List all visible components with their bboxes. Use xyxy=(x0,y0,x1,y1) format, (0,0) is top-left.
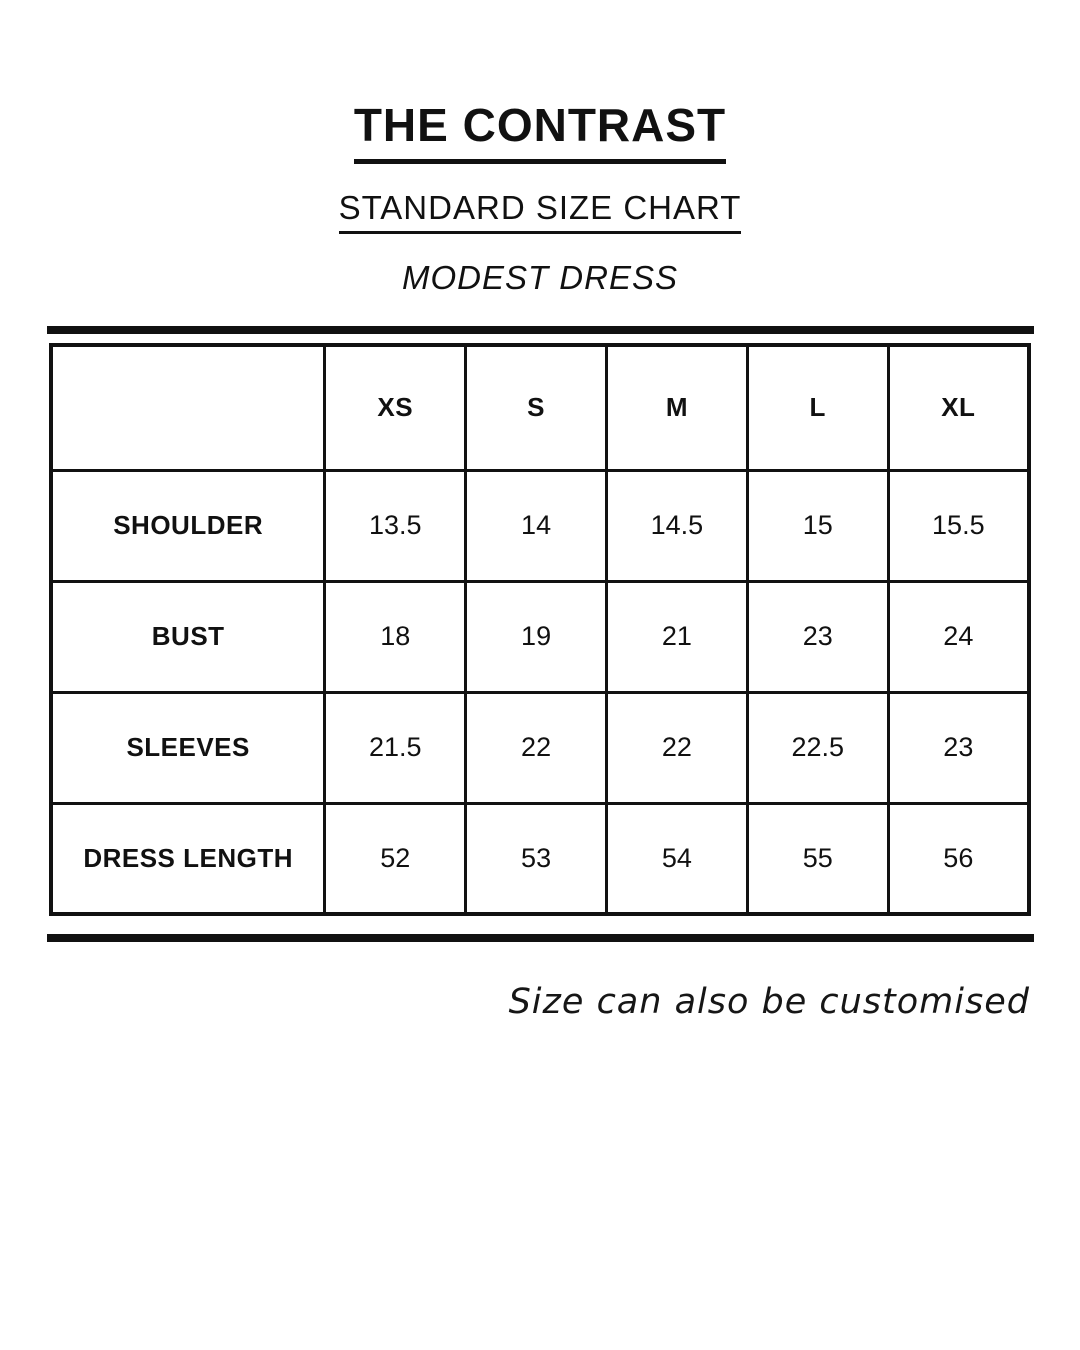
column-header-s: S xyxy=(466,345,607,470)
shoulder-xs: 13.5 xyxy=(325,470,466,581)
brand-title: THE CONTRAST xyxy=(354,100,726,164)
bust-s: 19 xyxy=(466,581,607,692)
dress-length-m: 54 xyxy=(606,803,747,914)
shoulder-l: 15 xyxy=(747,470,888,581)
shoulder-s: 14 xyxy=(466,470,607,581)
row-label-dress-length: DRESS LENGTH xyxy=(51,803,325,914)
sleeves-xs: 21.5 xyxy=(325,692,466,803)
dress-length-s: 53 xyxy=(466,803,607,914)
sleeves-m: 22 xyxy=(606,692,747,803)
header xyxy=(0,0,1080,296)
row-label-bust: BUST xyxy=(51,581,325,692)
corner-cell xyxy=(51,345,325,470)
bust-xs: 18 xyxy=(325,581,466,692)
chart-subtitle: STANDARD SIZE CHART xyxy=(339,190,742,234)
customisation-note: Size can also be customised xyxy=(508,982,1030,1023)
sleeves-s: 22 xyxy=(466,692,607,803)
dress-length-xl: 56 xyxy=(888,803,1029,914)
shoulder-xl: 15.5 xyxy=(888,470,1029,581)
bust-l: 23 xyxy=(747,581,888,692)
table-header-row xyxy=(51,345,1029,470)
column-header-xl: XL xyxy=(888,345,1029,470)
table-row-dress-length xyxy=(51,803,1029,914)
table-row-shoulder xyxy=(51,470,1029,581)
column-header-xs: XS xyxy=(325,345,466,470)
bust-xl: 24 xyxy=(888,581,1029,692)
row-label-sleeves: SLEEVES xyxy=(51,692,325,803)
dress-length-l: 55 xyxy=(747,803,888,914)
bust-m: 21 xyxy=(606,581,747,692)
product-name: MODEST DRESS xyxy=(401,258,679,296)
table-row-bust xyxy=(51,581,1029,692)
sleeves-l: 22.5 xyxy=(747,692,888,803)
table-row-sleeves xyxy=(51,692,1029,803)
shoulder-m: 14.5 xyxy=(606,470,747,581)
bottom-divider-bar xyxy=(47,934,1034,942)
top-divider-bar xyxy=(47,326,1034,334)
size-chart-table xyxy=(49,343,1031,916)
column-header-m: M xyxy=(606,345,747,470)
column-header-l: L xyxy=(747,345,888,470)
sleeves-xl: 23 xyxy=(888,692,1029,803)
dress-length-xs: 52 xyxy=(325,803,466,914)
row-label-shoulder: SHOULDER xyxy=(51,470,325,581)
